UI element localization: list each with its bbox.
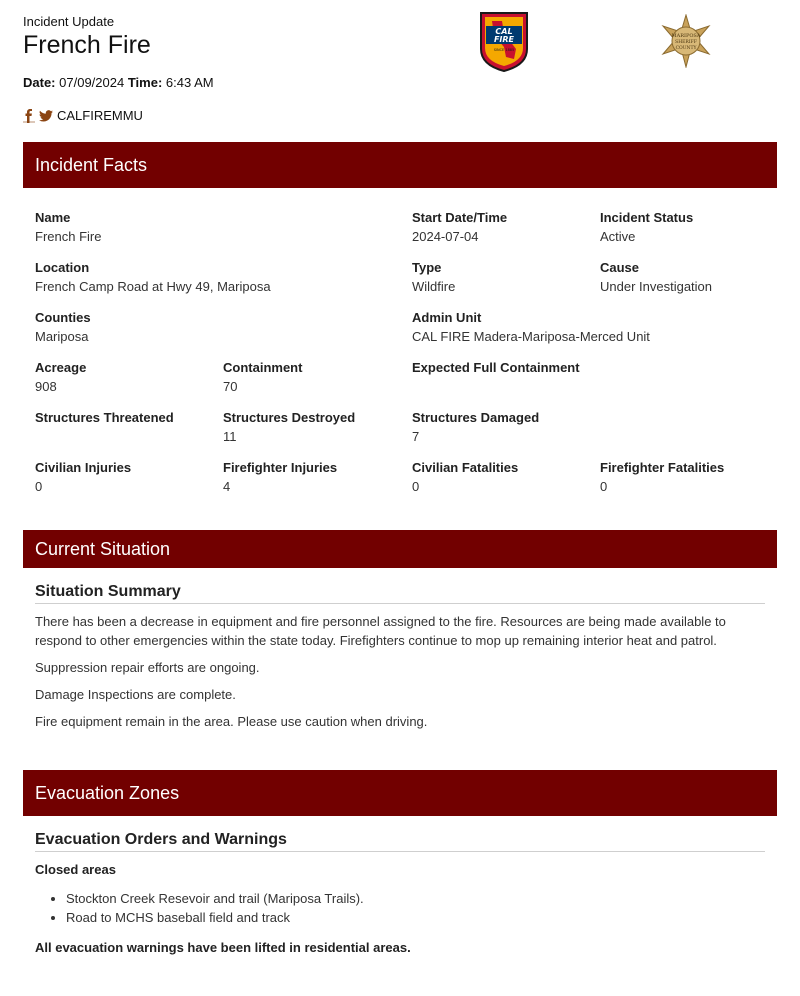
incident-facts-bar (23, 142, 777, 188)
fact-label: Expected Full Containment (412, 360, 580, 375)
fact-acreage (35, 358, 86, 396)
fact-type (412, 258, 455, 296)
evacuation-final-note: All evacuation warnings have been lifted in residential areas. (35, 940, 411, 955)
social-handle[interactable]: CALFIREMMU (57, 108, 143, 123)
social-links (23, 108, 143, 123)
fact-value: French Fire (35, 229, 102, 244)
fact-label: Structures Damaged (412, 410, 540, 425)
closed-areas-label: Closed areas (35, 862, 116, 877)
sheriff-logo-text-3: COUNTY (675, 46, 697, 51)
fact-label: Acreage (35, 360, 87, 375)
fact-cause (600, 258, 712, 296)
fact-name (35, 208, 101, 246)
fact-value: 0 (600, 479, 608, 494)
fact-status (600, 208, 693, 246)
fact-location (35, 258, 271, 296)
fact-value: 2024-07-04 (412, 229, 479, 244)
fact-label: Incident Status (600, 210, 694, 225)
fact-label: Civilian Injuries (35, 460, 132, 475)
page-title: French Fire (23, 31, 151, 59)
fact-civilian-injuries (35, 458, 131, 496)
fact-containment (223, 358, 302, 396)
fact-admin-unit (412, 308, 650, 346)
calfire-logo-text-2: FIRE (493, 35, 515, 44)
date-value: 07/09/2024 (59, 75, 125, 90)
situation-paragraph: Fire equipment remain in the area. Please use caution when driving. (35, 714, 428, 729)
page-header (23, 14, 777, 129)
fact-value: Mariposa (35, 329, 89, 344)
current-situation-title: Current Situation (35, 538, 171, 559)
list-item: • Stockton Creek Resevoir and trail (Mariposa Trails). (66, 889, 364, 908)
fact-value: 4 (223, 479, 231, 494)
fact-label: Containment (223, 360, 303, 375)
sheriff-logo-text-2: SHERIFF (675, 40, 697, 45)
situation-summary-heading: Situation Summary (35, 583, 765, 604)
evacuation-zones-bar (23, 770, 777, 816)
evacuation-zones-title: Evacuation Zones (35, 782, 180, 803)
situation-paragraph: Damage Inspections are complete. (35, 687, 236, 702)
fact-label: Start Date/Time (412, 210, 508, 225)
facebook-icon[interactable] (23, 109, 35, 123)
fact-label: Structures Threatened (35, 410, 174, 425)
fact-firefighter-fatalities (600, 458, 724, 496)
closed-areas-list (66, 889, 364, 927)
fact-value: 70 (223, 379, 238, 394)
date-label: Date: (23, 75, 56, 90)
fact-expected-containment (412, 358, 580, 377)
fact-structures-threatened (35, 408, 174, 427)
fact-label: Location (35, 260, 90, 275)
calfire-logo-text-1: CAL (495, 27, 513, 36)
fact-label: Firefighter Fatalities (600, 460, 725, 475)
fact-value: 0 (35, 479, 43, 494)
calfire-logo-since: SINCE 1885 (493, 48, 515, 52)
evacuation-orders-heading: Evacuation Orders and Warnings (35, 831, 765, 852)
fact-label: Counties (35, 310, 91, 325)
fact-label: Admin Unit (412, 310, 482, 325)
incident-facts-title: Incident Facts (35, 154, 148, 175)
fact-value: 11 (223, 429, 237, 444)
fact-value: Active (600, 229, 636, 244)
fact-label: Cause (600, 260, 640, 275)
fact-value: 0 (412, 479, 420, 494)
update-kicker: Incident Update (23, 14, 115, 29)
fact-label: Civilian Fatalities (412, 460, 519, 475)
dateline (23, 75, 214, 90)
twitter-icon[interactable] (39, 110, 53, 122)
fact-value: French Camp Road at Hwy 49, Mariposa (35, 279, 271, 294)
fact-label: Type (412, 260, 442, 275)
sheriff-star-logo (659, 14, 713, 68)
fact-label: Structures Destroyed (223, 410, 356, 425)
fact-firefighter-injuries (223, 458, 337, 496)
time-label: Time: (127, 75, 163, 90)
fact-value: CAL FIRE Madera-Mariposa-Merced Unit (412, 329, 650, 344)
fact-civilian-fatalities (412, 458, 518, 496)
fact-structures-damaged (412, 408, 539, 446)
fact-label: Firefighter Injuries (223, 460, 338, 475)
current-situation-bar (23, 530, 777, 568)
situation-paragraph: Suppression repair efforts are ongoing. (35, 660, 260, 675)
sheriff-logo-text-1: MARIPOSA (671, 33, 701, 39)
fact-value: 908 (35, 379, 57, 394)
calfire-logo (478, 9, 530, 73)
fact-counties (35, 308, 91, 346)
fact-value: Under Investigation (600, 279, 713, 294)
fact-value: Wildfire (412, 279, 456, 294)
fact-structures-destroyed (223, 408, 355, 446)
fact-start (412, 208, 507, 246)
situation-paragraph: There has been a decrease in equipment and fire personnel assigned to the fire. Resources are being made available to respond to other emergencies within the state today. Firefighters continue to mop up remaining interior heat and patrol. (35, 614, 726, 648)
fact-value: 7 (412, 429, 420, 444)
time-value: 6:43 AM (165, 75, 214, 90)
fact-label: Name (35, 210, 71, 225)
list-item: • Road to MCHS baseball field and track (66, 908, 364, 927)
